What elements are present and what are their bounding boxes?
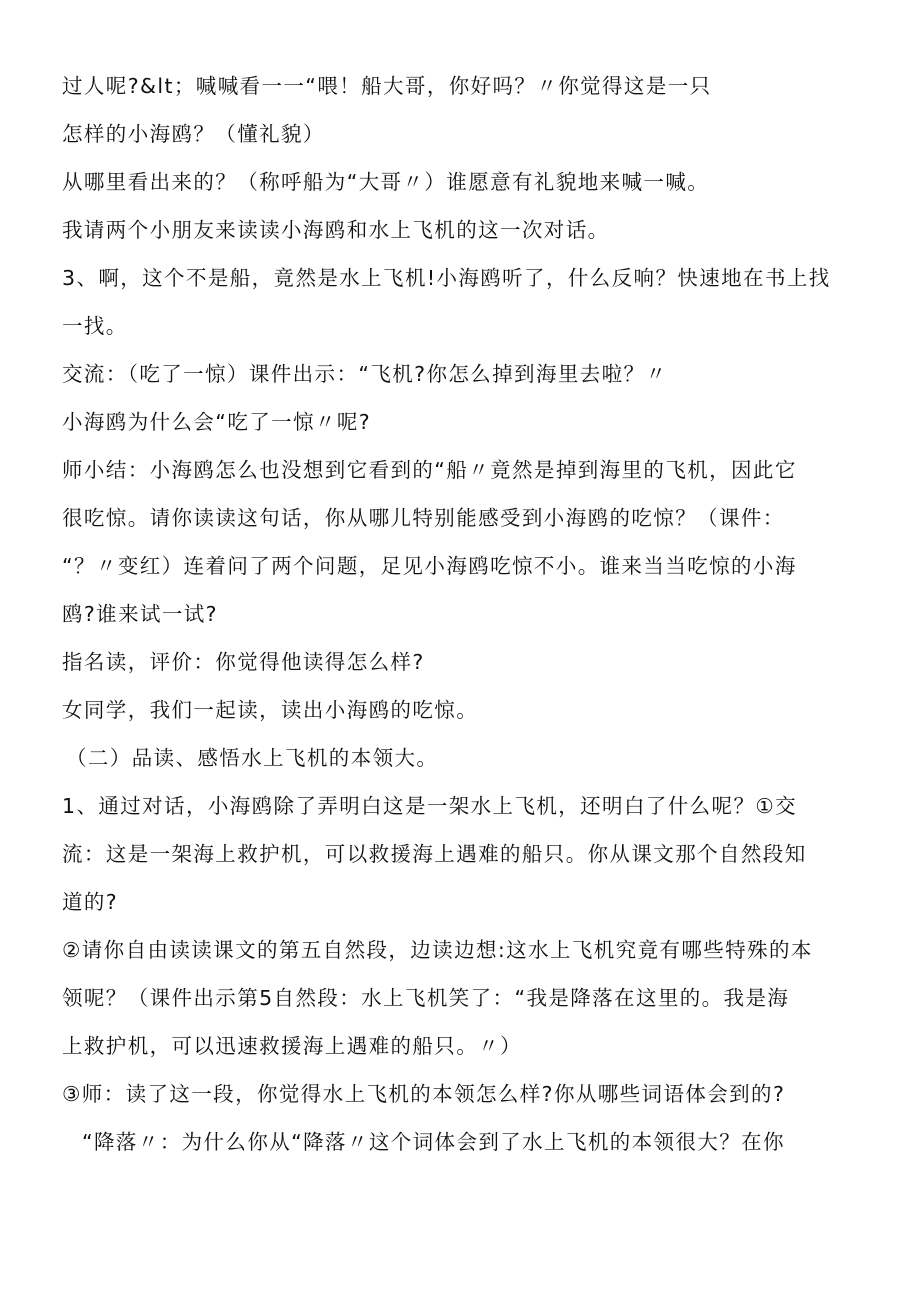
text-line-21: 上救护机，可以迅速救援海上遇难的船只。〃）	[62, 1034, 522, 1058]
text-line-8: 小海鸥为什么会“吃了一惊〃呢?	[62, 410, 372, 434]
text-line-13: 指名读，评价：你觉得他读得怎么样?	[62, 650, 425, 674]
text-line-4: 我请两个小朋友来读读小海鸥和水上飞机的这一次对话。	[62, 218, 610, 242]
text-line-3: 从哪里看出来的？（称呼船为“大哥〃）谁愿意有礼貌地来喊一喊。	[62, 170, 710, 194]
text-line-10: 很吃惊。请你读读这句话，你从哪儿特别能感受到小海鸥的吃惊？（课件：	[62, 506, 785, 530]
text-line-14: 女同学，我们一起读，读出小海鸥的吃惊。	[62, 698, 479, 722]
text-line-11: “？〃变红）连着问了两个问题，足见小海鸥吃惊不小。谁来当当吃惊的小海	[62, 554, 797, 578]
text-line-20: 领呢？（课件出示第5自然段：水上飞机笑了：“我是降落在这里的。我是海	[62, 986, 790, 1010]
text-line-5: 3、啊，这个不是船，竟然是水上飞机!小海鸥听了，什么反响？快速地在书上找	[62, 266, 831, 290]
text-line-1: 过人呢?&lt；喊喊看一一“喂！船大哥，你好吗？〃你觉得这是一只	[62, 74, 712, 98]
text-line-19: ②请你自由读读课文的第五自然段，边读边想:这水上飞机究竟有哪些特殊的本	[62, 938, 813, 962]
text-line-18: 道的?	[62, 890, 119, 914]
text-line-16: 1、通过对话，小海鸥除了弄明白这是一架水上飞机，还明白了什么呢？①交	[62, 794, 798, 818]
section-heading: （二）品读、感悟水上飞机的本领大。	[66, 746, 439, 770]
text-line-22: ③师：读了这一段，你觉得水上飞机的本领怎么样?你从哪些词语体会到的?	[62, 1082, 786, 1106]
text-line-6: 一找。	[62, 314, 128, 338]
text-line-17: 流：这是一架海上救护机，可以救援海上遇难的船只。你从课文那个自然段知	[62, 842, 807, 866]
text-line-2: 怎样的小海鸥？（懂礼貌）	[62, 122, 325, 146]
text-line-12: 鸥?谁来试一试?	[62, 602, 218, 626]
text-line-7: 交流：（吃了一惊）课件出示：“飞机?你怎么掉到海里去啦？〃	[62, 362, 668, 386]
text-line-23: “降落〃：为什么你从“降落〃这个词体会到了水上飞机的本领很大？在你	[82, 1130, 785, 1154]
text-line-9: 师小结：小海鸥怎么也没想到它看到的“船〃竟然是掉到海里的飞机，因此它	[62, 458, 797, 482]
